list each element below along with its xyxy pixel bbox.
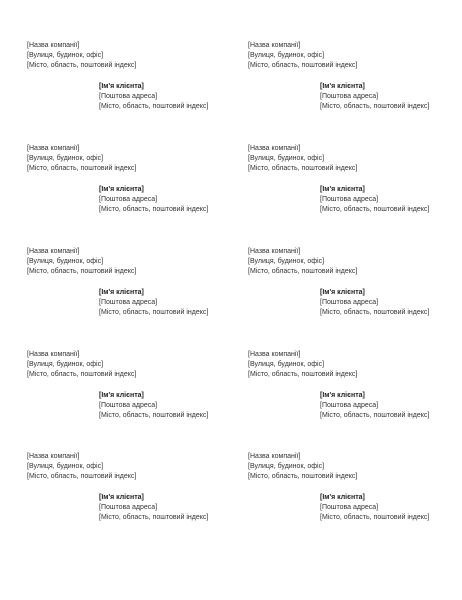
recipient-address xyxy=(320,493,429,523)
city-state-zip: [Місто, область, поштовий індекс] xyxy=(248,371,358,378)
company-name: [Назва компанії] xyxy=(248,248,301,255)
street-address: [Вулиця, будинок, офіс] xyxy=(248,52,325,59)
city-state-zip: [Місто, область, поштовий індекс] xyxy=(27,371,137,378)
recipient-street: [Поштова адреса] xyxy=(99,299,158,306)
recipient-address xyxy=(320,82,429,112)
recipient-city: [Місто, область, поштовий індекс] xyxy=(320,514,430,521)
city-state-zip: [Місто, область, поштовий індекс] xyxy=(248,268,358,275)
recipient-city: [Місто, область, поштовий індекс] xyxy=(99,309,209,316)
recipient-name: [Ім'я клієнта] xyxy=(99,186,144,193)
recipient-city: [Місто, область, поштовий індекс] xyxy=(320,103,430,110)
street-address: [Вулиця, будинок, офіс] xyxy=(27,361,104,368)
recipient-street: [Поштова адреса] xyxy=(320,402,379,409)
label xyxy=(248,247,462,347)
label xyxy=(27,144,247,244)
street-address: [Вулиця, будинок, офіс] xyxy=(248,463,325,470)
recipient-address xyxy=(320,185,429,215)
label xyxy=(27,41,247,141)
city-state-zip: [Місто, область, поштовий індекс] xyxy=(27,268,137,275)
recipient-name: [Ім'я клієнта] xyxy=(99,392,144,399)
recipient-address xyxy=(99,185,208,215)
label xyxy=(27,452,247,552)
recipient-address xyxy=(99,391,208,421)
recipient-city: [Місто, область, поштовий індекс] xyxy=(99,514,209,521)
return-address xyxy=(248,350,357,380)
recipient-address xyxy=(99,493,208,523)
label xyxy=(27,247,247,347)
city-state-zip: [Місто, область, поштовий індекс] xyxy=(248,62,358,69)
label xyxy=(248,144,462,244)
recipient-name: [Ім'я клієнта] xyxy=(99,289,144,296)
street-address: [Вулиця, будинок, офіс] xyxy=(248,361,325,368)
recipient-city: [Місто, область, поштовий індекс] xyxy=(320,412,430,419)
recipient-city: [Місто, область, поштовий індекс] xyxy=(320,309,430,316)
company-name: [Назва компанії] xyxy=(27,42,80,49)
recipient-street: [Поштова адреса] xyxy=(99,196,158,203)
recipient-name: [Ім'я клієнта] xyxy=(320,494,365,501)
label xyxy=(248,41,462,141)
return-address xyxy=(27,350,136,380)
recipient-name: [Ім'я клієнта] xyxy=(320,83,365,90)
company-name: [Назва компанії] xyxy=(27,248,80,255)
recipient-street: [Поштова адреса] xyxy=(99,402,158,409)
street-address: [Вулиця, будинок, офіс] xyxy=(27,258,104,265)
company-name: [Назва компанії] xyxy=(27,453,80,460)
recipient-street: [Поштова адреса] xyxy=(320,196,379,203)
street-address: [Вулиця, будинок, офіс] xyxy=(27,155,104,162)
city-state-zip: [Місто, область, поштовий індекс] xyxy=(248,473,358,480)
recipient-street: [Поштова адреса] xyxy=(320,504,379,511)
company-name: [Назва компанії] xyxy=(248,453,301,460)
recipient-address xyxy=(99,288,208,318)
city-state-zip: [Місто, область, поштовий індекс] xyxy=(27,473,137,480)
label xyxy=(27,350,247,450)
company-name: [Назва компанії] xyxy=(27,351,80,358)
return-address xyxy=(248,41,357,71)
recipient-address xyxy=(99,82,208,112)
recipient-street: [Поштова адреса] xyxy=(320,93,379,100)
return-address xyxy=(248,144,357,174)
company-name: [Назва компанії] xyxy=(248,42,301,49)
recipient-street: [Поштова адреса] xyxy=(320,299,379,306)
recipient-name: [Ім'я клієнта] xyxy=(320,289,365,296)
city-state-zip: [Місто, область, поштовий індекс] xyxy=(248,165,358,172)
company-name: [Назва компанії] xyxy=(248,351,301,358)
company-name: [Назва компанії] xyxy=(248,145,301,152)
recipient-name: [Ім'я клієнта] xyxy=(320,392,365,399)
recipient-city: [Місто, область, поштовий індекс] xyxy=(99,412,209,419)
recipient-name: [Ім'я клієнта] xyxy=(320,186,365,193)
recipient-address xyxy=(320,288,429,318)
street-address: [Вулиця, будинок, офіс] xyxy=(27,463,104,470)
recipient-street: [Поштова адреса] xyxy=(99,93,158,100)
recipient-name: [Ім'я клієнта] xyxy=(99,83,144,90)
recipient-street: [Поштова адреса] xyxy=(99,504,158,511)
city-state-zip: [Місто, область, поштовий індекс] xyxy=(27,62,137,69)
label xyxy=(248,452,462,552)
label xyxy=(248,350,462,450)
city-state-zip: [Місто, область, поштовий індекс] xyxy=(27,165,137,172)
recipient-city: [Місто, область, поштовий індекс] xyxy=(320,206,430,213)
company-name: [Назва компанії] xyxy=(27,145,80,152)
return-address xyxy=(27,41,136,71)
return-address xyxy=(27,247,136,277)
recipient-address xyxy=(320,391,429,421)
return-address xyxy=(27,452,136,482)
return-address xyxy=(27,144,136,174)
recipient-name: [Ім'я клієнта] xyxy=(99,494,144,501)
street-address: [Вулиця, будинок, офіс] xyxy=(248,155,325,162)
street-address: [Вулиця, будинок, офіс] xyxy=(27,52,104,59)
street-address: [Вулиця, будинок, офіс] xyxy=(248,258,325,265)
return-address xyxy=(248,452,357,482)
recipient-city: [Місто, область, поштовий індекс] xyxy=(99,103,209,110)
return-address xyxy=(248,247,357,277)
recipient-city: [Місто, область, поштовий індекс] xyxy=(99,206,209,213)
